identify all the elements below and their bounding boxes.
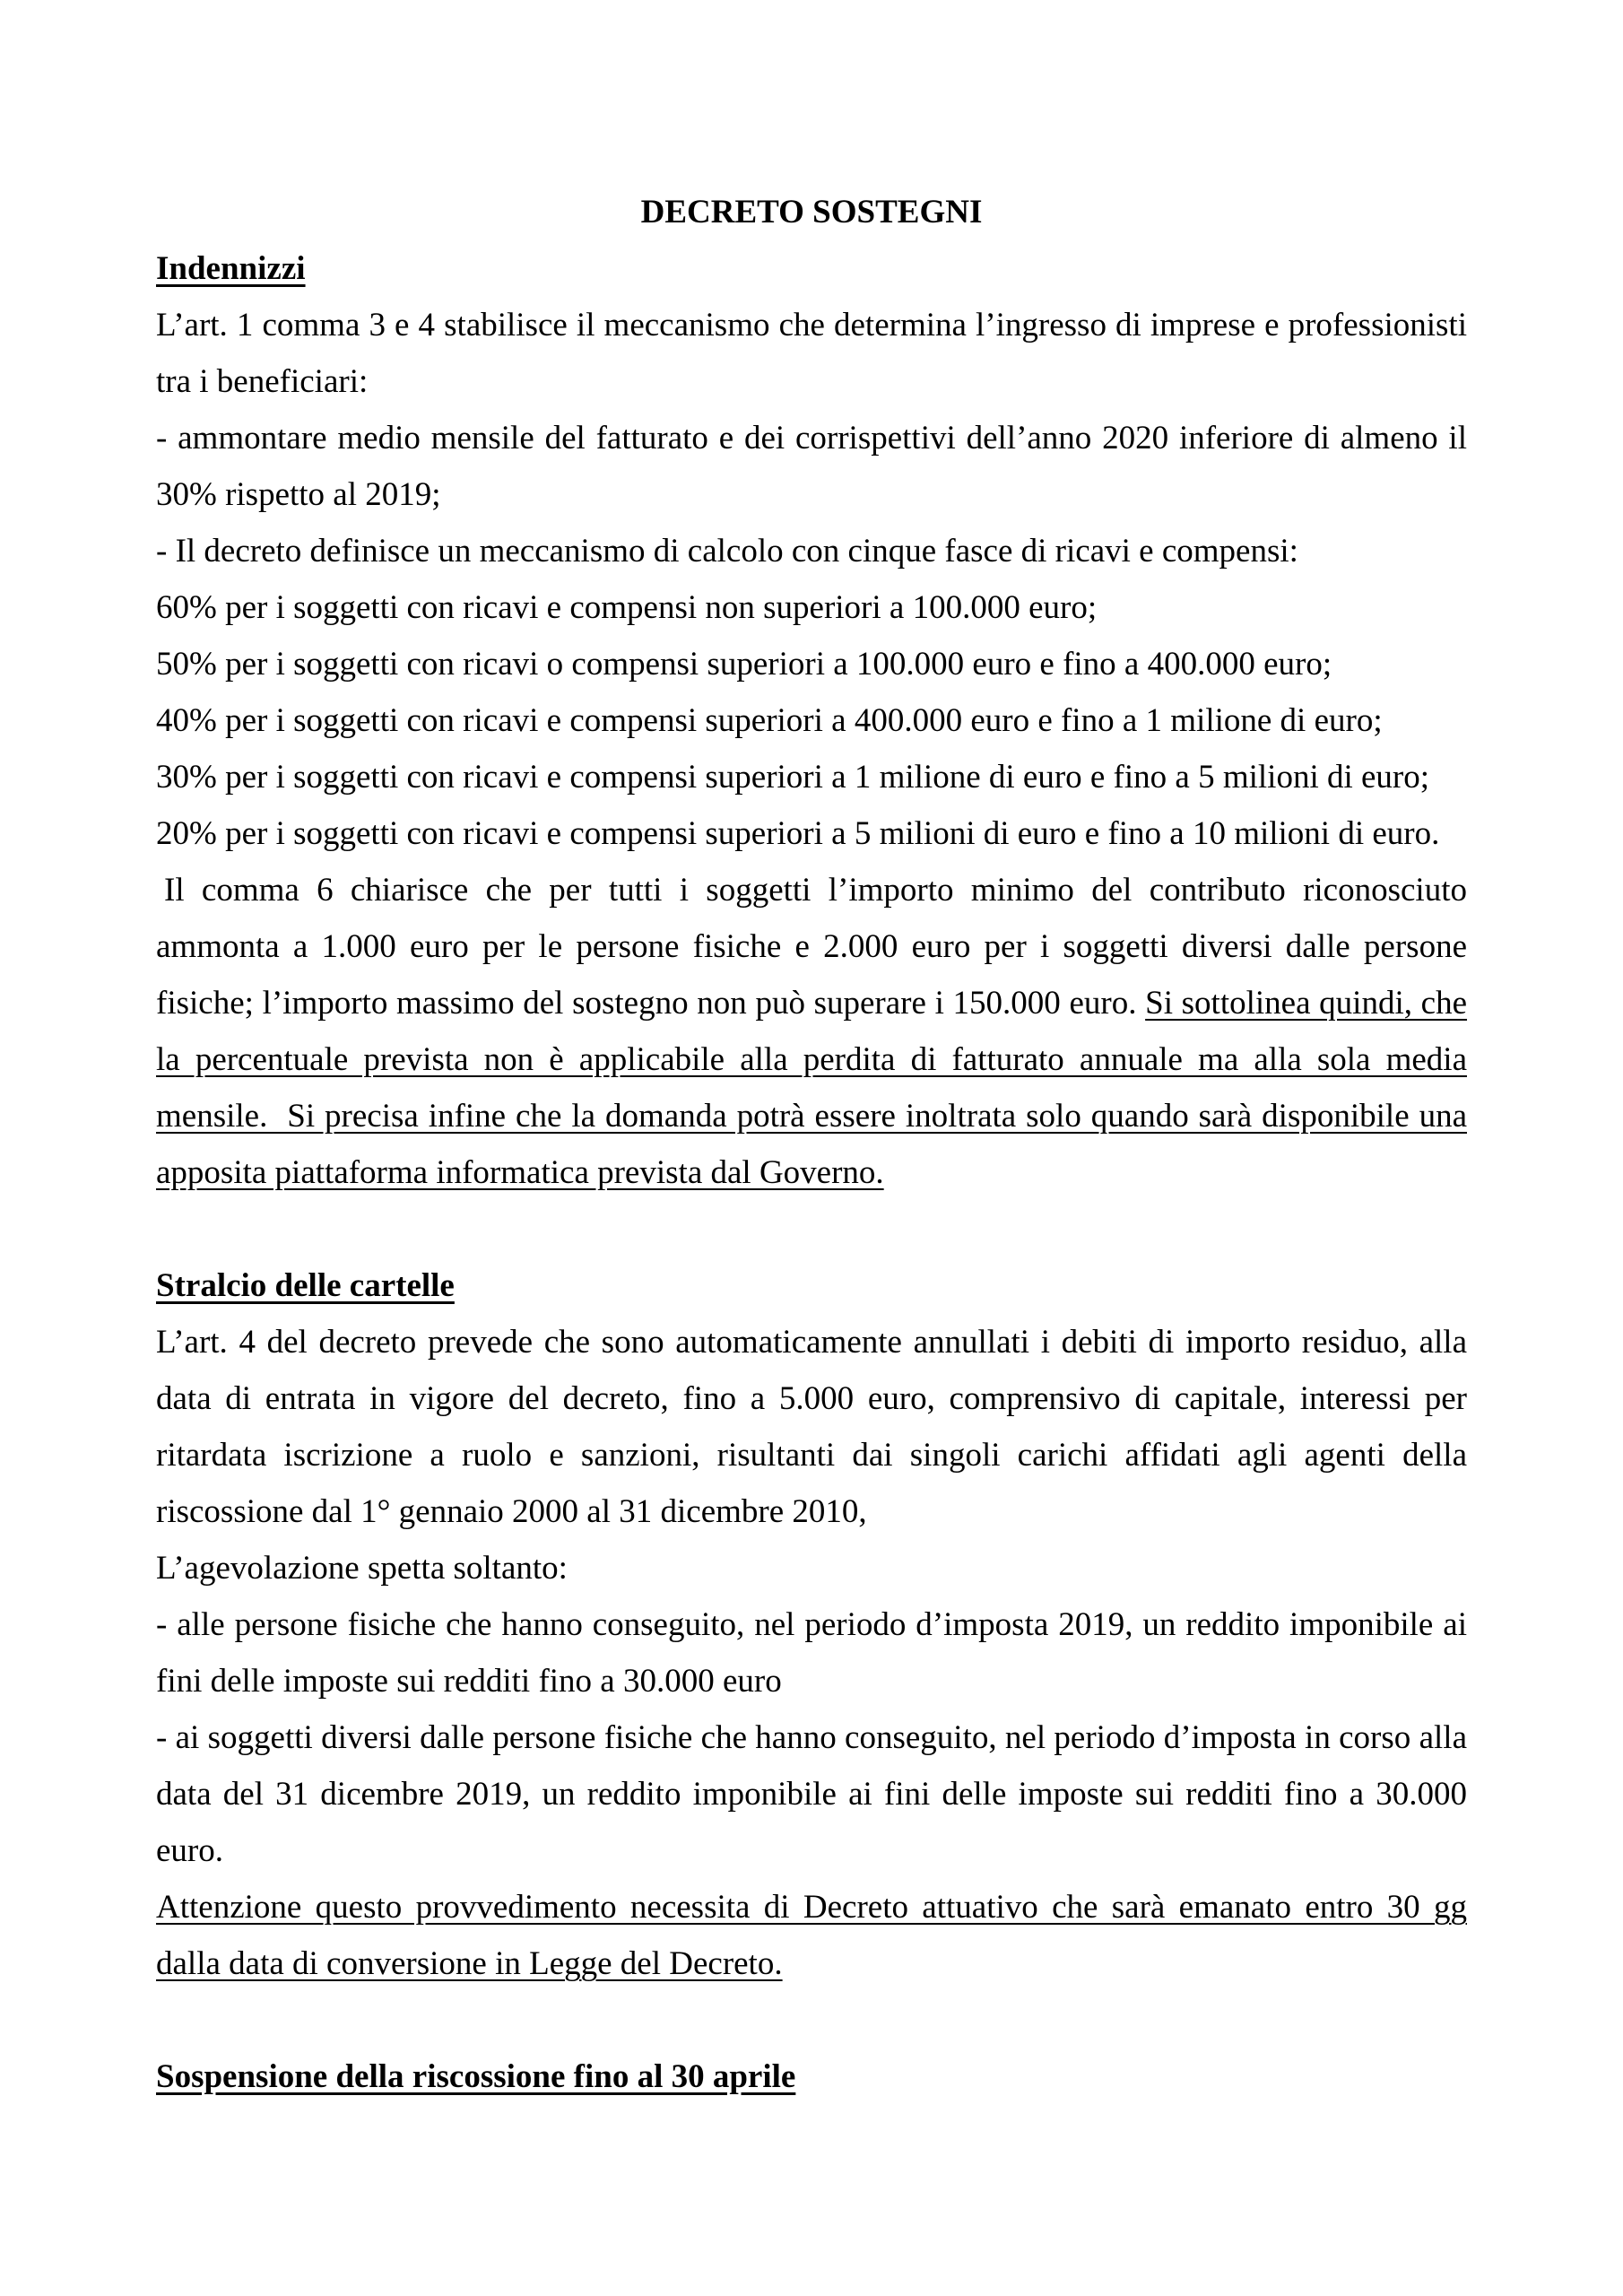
paragraph-fascia-50: 50% per i soggetti con ricavi o compensi superiori a 100.000 euro e fino a 400.000 euro; xyxy=(156,646,1332,683)
paragraph-comma6-text: Il comma 6 chiarisce che per tutti i soggetti l’importo minimo del contributo riconosciuto ammonta a 1.000 euro per le persone fisiche e 2.000 euro per i soggetti diversi dalle persone fisiche; l’importo massimo del sostegno non può superare i 150.000 euro. xyxy=(156,872,1467,1022)
paragraph-cinque-fasce: - Il decreto definisce un meccanismo di calcolo con cinque fasce di ricavi e compensi: xyxy=(156,533,1298,570)
paragraph-art4-annullamento: L’art. 4 del decreto prevede che sono automaticamente annullati i debiti di importo residuo, alla data di entrata in vigore del decreto, fino a 5.000 euro, comprensivo di capitale, interessi per ritardata iscrizione a ruolo e sanzioni, risultanti dai singoli carichi affidati agli agenti della riscossione dal 1° gennaio 2000 al 31 dicembre 2010, xyxy=(156,1324,1467,1530)
document-title: DECRETO SOSTEGNI xyxy=(640,194,983,230)
paragraph-comma6-underlined-text: Si sottolinea quindi, che la percentuale prevista non è applicabile alla perdita di fatturato annuale ma alla sola media mensile. Si precisa infine che la domanda potrà essere inoltrata solo quando sarà disponibile una apposita piattaforma informatica prevista dal Governo. xyxy=(156,985,1468,1191)
paragraph-fascia-60: 60% per i soggetti con ricavi e compensi non superiori a 100.000 euro; xyxy=(156,589,1098,626)
paragraph-persone-fisiche: - alle persone fisiche che hanno conseguito, nel periodo d’imposta 2019, un reddito imponibile ai fini delle imposte sui redditi fino a 30.000 euro xyxy=(156,1606,1467,1700)
section-heading-sospensione-riscossione: Sospensione della riscossione fino al 30 aprile xyxy=(156,2058,796,2095)
paragraph-attenzione-underlined-text: Attenzione questo provvedimento necessita di Decreto attuativo che sarà emanato entro 30 gg dalla data di conversione in Legge del Decreto. xyxy=(156,1889,1467,1982)
section-heading-indennizzi: Indennizzi xyxy=(156,250,306,287)
paragraph-comma6 xyxy=(156,862,1467,1201)
document-content xyxy=(156,184,1467,2105)
section-heading-stralcio-cartelle: Stralcio delle cartelle xyxy=(156,1267,455,1304)
paragraph-art1-beneficiari: L’art. 1 comma 3 e 4 stabilisce il meccanismo che determina l’ingresso di imprese e professionisti tra i beneficiari: xyxy=(156,307,1467,400)
paragraph-fascia-30: 30% per i soggetti con ricavi e compensi superiori a 1 milione di euro e fino a 5 milioni di euro; xyxy=(156,759,1430,796)
paragraph-fascia-40: 40% per i soggetti con ricavi e compensi superiori a 400.000 euro e fino a 1 milione di euro; xyxy=(156,702,1383,739)
paragraph-ammontare-medio: - ammontare medio mensile del fatturato e dei corrispettivi dell’anno 2020 inferiore di almeno il 30% rispetto al 2019; xyxy=(156,420,1467,513)
paragraph-fascia-20: 20% per i soggetti con ricavi e compensi superiori a 5 milioni di euro e fino a 10 milioni di euro. xyxy=(156,815,1440,852)
paragraph-attenzione xyxy=(156,1879,1467,1992)
paragraph-agevolazione-spetta: L’agevolazione spetta soltanto: xyxy=(156,1550,568,1587)
paragraph-soggetti-diversi: - ai soggetti diversi dalle persone fisiche che hanno conseguito, nel periodo d’imposta in corso alla data del 31 dicembre 2019, un reddito imponibile ai fini delle imposte sui redditi fino a 30.000 euro. xyxy=(156,1719,1467,1869)
